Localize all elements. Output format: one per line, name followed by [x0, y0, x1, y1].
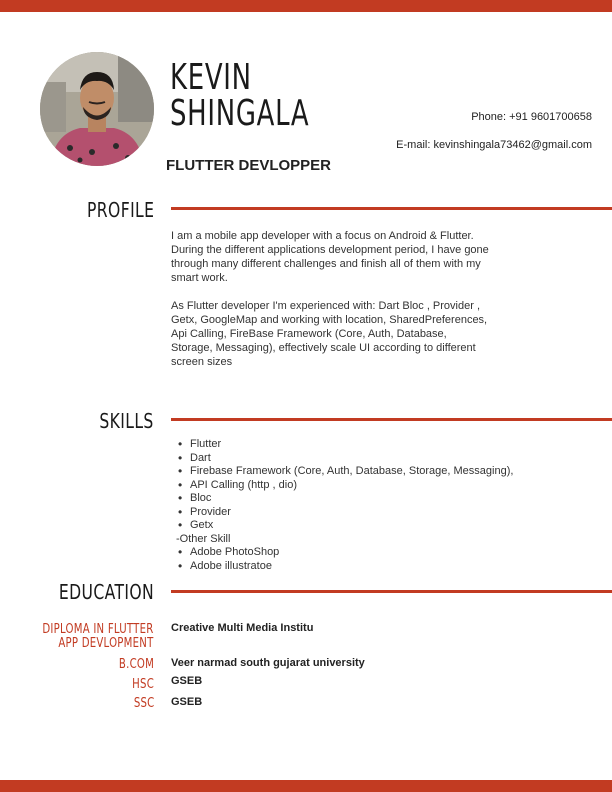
education-institution: Creative Multi Media Institu: [171, 622, 314, 634]
phone-number[interactable]: Phone: +91 9601700658: [471, 111, 592, 123]
first-name: KEVIN: [170, 57, 252, 98]
degree-line-2: APP DEVLOPMENT: [58, 636, 154, 651]
profile-paragraph-1: I am a mobile app developer with a focus on Android & Flutter. During the different applications development period, I have gone through many different challenges and finish all of them with my smart work.: [171, 230, 489, 284]
education-degree-label: [43, 623, 154, 651]
skill-item: • Bloc: [176, 492, 513, 506]
skill-item: • API Calling (http , dio): [176, 479, 513, 493]
education-degree-label: B.COM: [118, 657, 154, 672]
skills-heading: SKILLS: [99, 409, 154, 433]
education-institution: GSEB: [171, 696, 203, 708]
other-skill-label: -Other Skill: [176, 532, 231, 545]
profile-photo: [40, 52, 154, 166]
skill-item: • Firebase Framework (Core, Auth, Database, Storage, Messaging),: [176, 465, 513, 479]
skills-divider: [171, 418, 612, 421]
job-title: FLUTTER DEVLOPPER: [166, 157, 332, 174]
education-divider: [171, 590, 612, 593]
education-degree-label: SSC: [133, 696, 154, 711]
skill-item: • Flutter: [176, 438, 513, 452]
education-degree-label: HSC: [132, 677, 154, 692]
candidate-name: [170, 57, 310, 134]
education-institution: GSEB: [171, 675, 203, 687]
skill-item: • Getx: [176, 519, 513, 533]
skill-item: • Adobe illustratoe: [176, 560, 513, 574]
profile-divider: [171, 207, 612, 210]
top-accent-bar: [0, 0, 612, 12]
degree-line-1: DIPLOMA IN FLUTTER: [42, 622, 154, 637]
profile-heading: PROFILE: [86, 198, 154, 222]
education-institution: Veer narmad south gujarat university: [171, 657, 365, 669]
email-address[interactable]: E-mail: kevinshingala73462@gmail.com: [396, 139, 592, 151]
skill-item: • Dart: [176, 452, 513, 466]
last-name: SHINGALA: [170, 93, 310, 134]
education-heading: EDUCATION: [58, 580, 154, 604]
profile-paragraph-2: As Flutter developer I'm experienced with: Dart Bloc , Provider , Getx, GoogleMap and working with location, SharedPreferences, Api Calling, FireBase Framework (Core, Auth, Database, Storage, Messaging), effectively scale UI according to different screen sizes: [171, 300, 488, 368]
bottom-accent-bar: [0, 780, 612, 792]
skill-item: • Adobe PhotoShop: [176, 546, 513, 560]
skills-list: [176, 438, 513, 573]
skill-item: • Provider: [176, 506, 513, 520]
